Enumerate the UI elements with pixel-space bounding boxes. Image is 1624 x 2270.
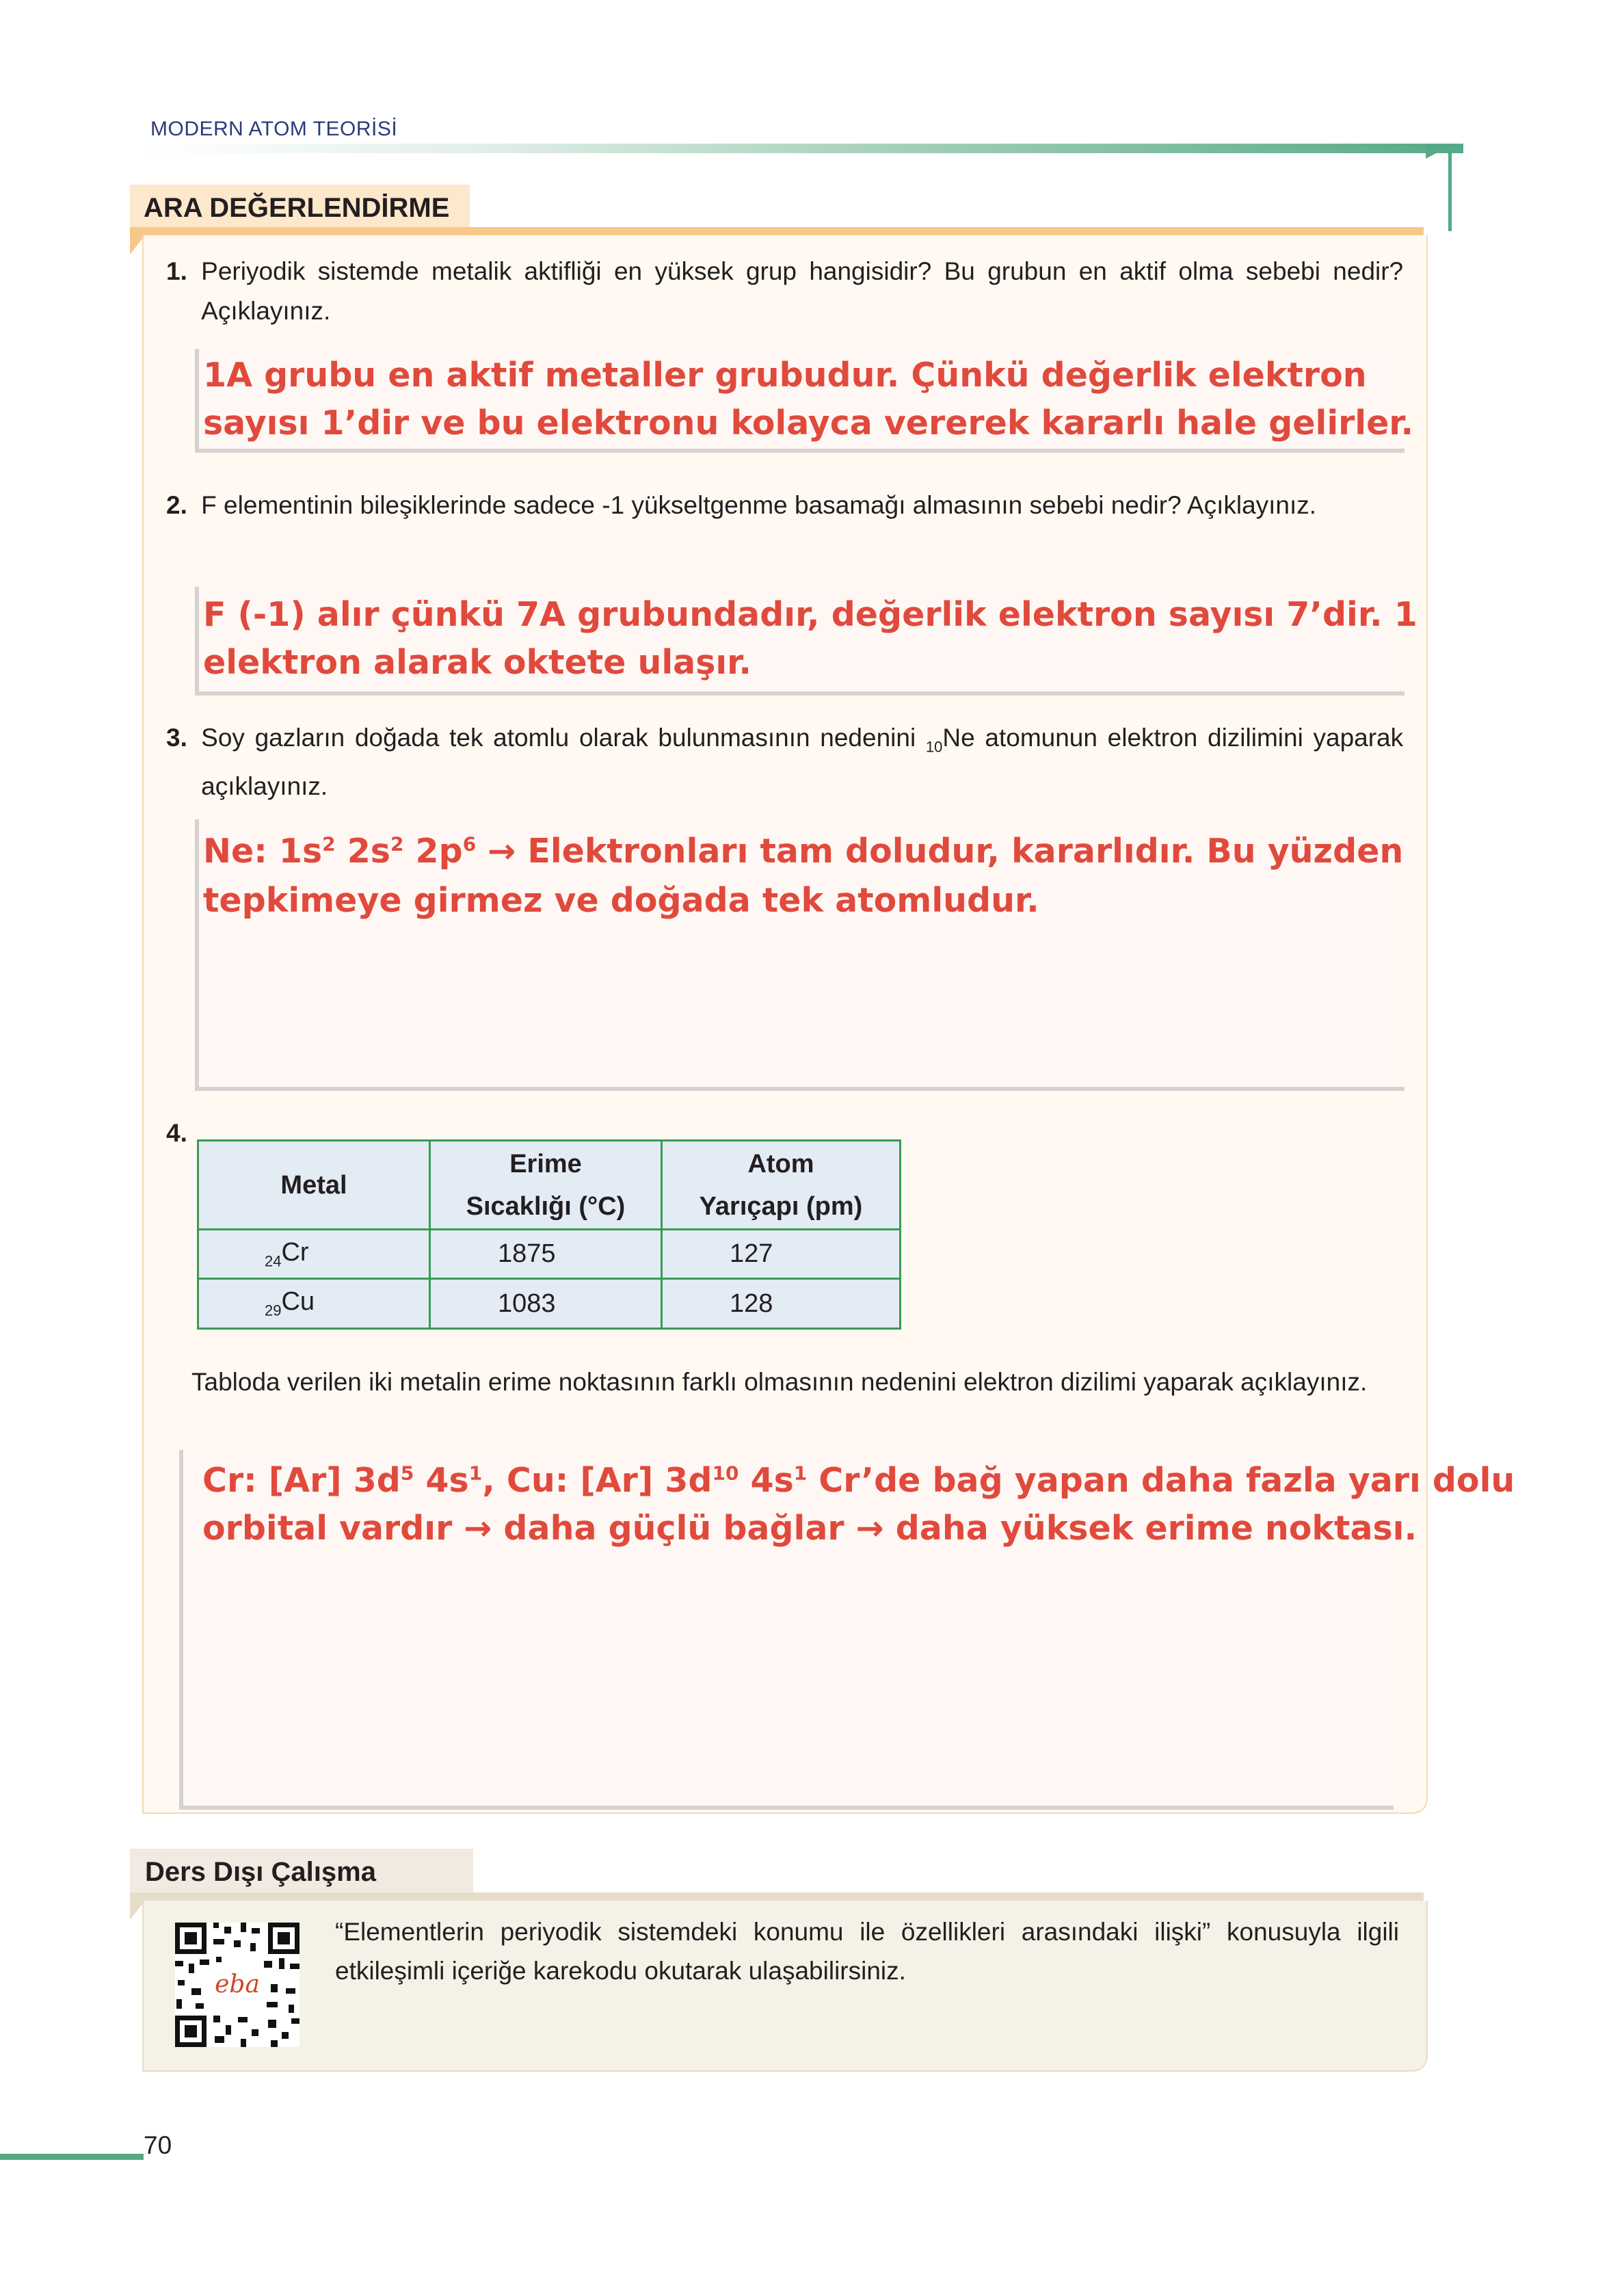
answer-box-2 (195, 587, 1417, 696)
answer-part: 4s (414, 1461, 469, 1500)
element-symbol: Cu (281, 1287, 315, 1317)
table-row (198, 1279, 901, 1329)
atomic-number: 10 (925, 738, 943, 756)
atomic-number: 29 (265, 1302, 282, 1319)
qr-code[interactable] (175, 1923, 299, 2047)
question-text: F elementinin bileşiklerinde sadece -1 yükseltgenme basamağı almasının sebebi nedir? Açıklayınız. (201, 491, 1317, 519)
answer-line: tepkimeye girmez ve doğada tek atomludur. (203, 881, 1039, 920)
table-row (198, 1230, 901, 1279)
header-metal: Metal (198, 1141, 430, 1230)
section-title: ARA DEĞERLENDİRME (144, 193, 450, 223)
superscript: 1 (468, 1462, 483, 1485)
answer-part: 4s (738, 1461, 794, 1500)
cell-metal (198, 1279, 430, 1329)
answer-box-4 (179, 1450, 1515, 1810)
answer-part: 2s (335, 832, 390, 871)
question-text-part: Soy gazların doğada tek atomlu olarak bulunmasının nedenini (201, 724, 926, 752)
answer-line: elektron alarak oktete ulaşır. (203, 643, 751, 682)
header-line: Atom (747, 1149, 814, 1178)
question-text: Periyodik sistemde metalik aktifliği en yüksek grup hangisidir? Bu grubun en aktif olma sebebi nedir? Açıklayınız. (201, 257, 1404, 325)
header-vertical-rule (1448, 144, 1452, 231)
question-text-part: Ne atomunun elektron dizilimini yaparak açıklayınız. (201, 724, 1404, 801)
section-bar (130, 227, 1424, 235)
footer-rule (0, 2154, 144, 2160)
superscript: 5 (400, 1462, 414, 1485)
cell-radius: 127 (662, 1230, 901, 1279)
header-rule (144, 144, 1463, 153)
header-melting (430, 1141, 662, 1230)
outside-study-bar (130, 1892, 1424, 1901)
cell-melting: 1083 (430, 1279, 662, 1329)
answer-part: Cr’de bağ yapan daha fazla yarı dolu (807, 1461, 1515, 1500)
answer-box-3 (195, 819, 1405, 1091)
superscript: 10 (712, 1462, 739, 1485)
header-line: Yarıçapı (pm) (699, 1191, 863, 1221)
superscript: 6 (462, 832, 477, 856)
question-1 (166, 252, 1404, 331)
answer-line: F (-1) alır çünkü 7A grubundadır, değerlik elektron sayısı 7’dir. 1 (203, 595, 1417, 634)
question-text (201, 718, 1403, 806)
header-line: Sıcaklığı (°C) (466, 1191, 626, 1221)
question-4-text: Tabloda verilen iki metalin erime noktasının farklı olmasının nedenini elektron dizilimi yaparak açıklayınız. (191, 1368, 1368, 1396)
answer-part: , Cu: [Ar] 3d (482, 1461, 713, 1500)
cell-radius: 128 (662, 1279, 901, 1329)
answer-line: orbital vardır → daha güçlü bağlar → daha yüksek erime noktası. (202, 1509, 1417, 1548)
header-radius (662, 1141, 901, 1230)
question-4 (166, 1113, 187, 1153)
answer-box-1 (195, 349, 1414, 453)
metal-table (197, 1139, 901, 1330)
outside-study-text: “Elementlerin periyodik sistemdeki konumu ile özellikleri arasındaki ilişki” konusuyla ilgili etkileşimli içeriğe karekodu okutarak ulaşabilirsiniz. (335, 1918, 1399, 1985)
chapter-title: MODERN ATOM TEORİSİ (150, 118, 398, 140)
answer-part: 2p (403, 832, 463, 871)
question-3 (166, 718, 1404, 806)
superscript: 2 (390, 832, 404, 856)
question-number: 2. (166, 491, 187, 519)
element-symbol: Cr (281, 1237, 309, 1267)
cell-metal (198, 1230, 430, 1279)
cell-melting: 1875 (430, 1230, 662, 1279)
superscript: 1 (793, 1462, 808, 1485)
question-number: 1. (166, 257, 187, 285)
page-number: 70 (144, 2131, 172, 2159)
outside-study-title: Ders Dışı Çalışma (145, 1857, 376, 1887)
header-line: Erime (509, 1149, 582, 1178)
table-header-row (198, 1141, 901, 1230)
qr-logo-text: eba (215, 1970, 260, 1998)
question-2 (166, 486, 1404, 525)
answer-line: sayısı 1’dir ve bu elektronu kolayca vererek kararlı hale gelirler. (203, 404, 1414, 443)
answer-part: Ne: 1s (203, 832, 323, 871)
section-heading (130, 185, 470, 227)
question-number: 3. (166, 724, 187, 752)
qr-code-icon (175, 1923, 299, 2047)
outside-study-heading (130, 1849, 473, 1892)
answer-line: 1A grubu en aktif metaller grubudur. Çünkü değerlik elektron (203, 356, 1367, 395)
superscript: 2 (322, 832, 336, 856)
atomic-number: 24 (265, 1252, 282, 1270)
question-number: 4. (166, 1119, 187, 1147)
answer-line (202, 1457, 1515, 1505)
answer-line (203, 828, 1403, 875)
answer-part: Cr: [Ar] 3d (202, 1461, 401, 1500)
answer-part: → Elektronları tam doludur, kararlıdır. Bu yüzden (476, 832, 1404, 871)
